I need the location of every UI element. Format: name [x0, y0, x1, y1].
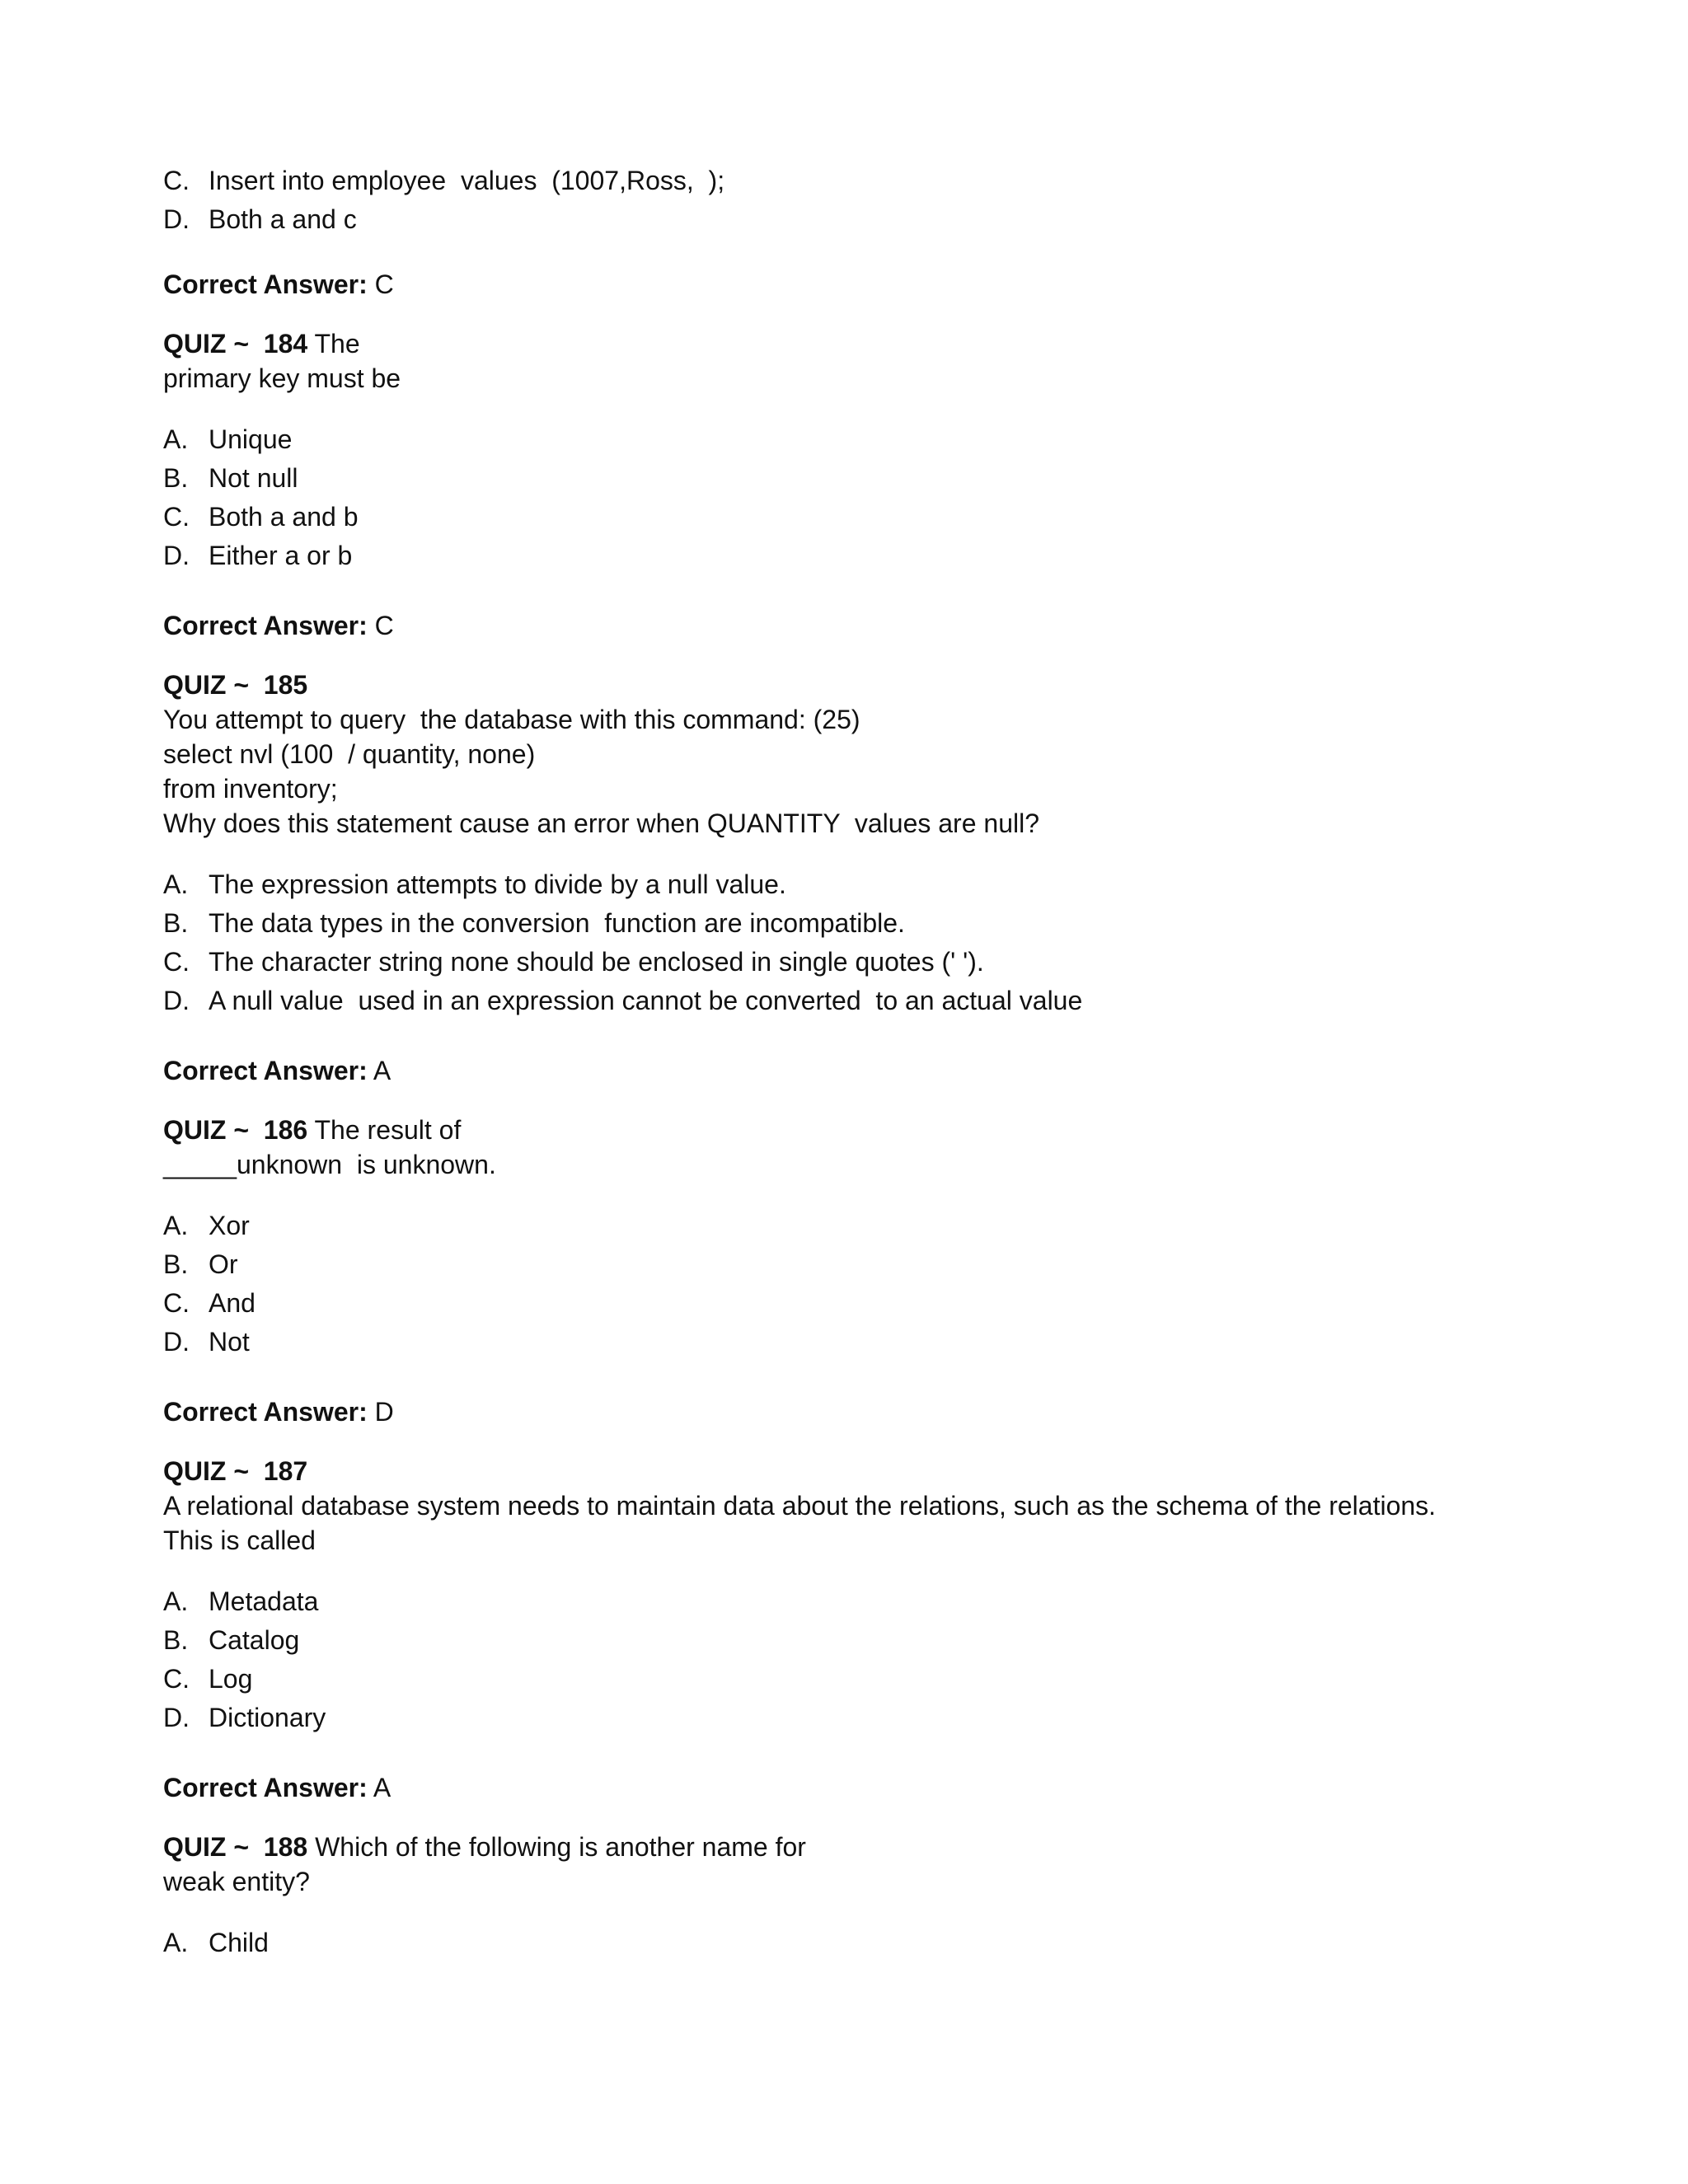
- quiz-question-line: This is called: [163, 1526, 316, 1555]
- quiz-question-line: from inventory;: [163, 774, 338, 804]
- quiz-question-line: select nvl (100 / quantity, none): [163, 739, 536, 769]
- option-item: [163, 1621, 1581, 1660]
- option-letter: B.: [163, 908, 189, 938]
- option-item: [163, 1660, 1581, 1699]
- option-list: [163, 420, 1581, 575]
- correct-answer-value: C: [374, 611, 394, 640]
- option-text: Dictionary: [209, 1703, 326, 1732]
- quiz-number: QUIZ ~ 188: [163, 1832, 308, 1862]
- option-letter: B.: [163, 463, 189, 493]
- option-item: [163, 459, 1581, 498]
- option-letter: C.: [163, 166, 190, 195]
- quiz-question-line: primary key must be: [163, 363, 401, 393]
- option-text: And: [209, 1288, 256, 1318]
- correct-answer-label: Correct Answer:: [163, 269, 368, 299]
- option-letter: A.: [163, 1928, 189, 1957]
- option-text: Catalog: [209, 1625, 300, 1655]
- correct-answer-label: Correct Answer:: [163, 1773, 368, 1802]
- correct-answer: [163, 1770, 1581, 1805]
- quiz-question-inline: The: [314, 329, 360, 359]
- correct-answer-label: Correct Answer:: [163, 1056, 368, 1085]
- correct-answer: [163, 1394, 1581, 1429]
- quiz-question-inline: The result of: [314, 1115, 462, 1145]
- quiz-question-line: You attempt to query the database with this command: (25): [163, 705, 860, 734]
- option-item: [163, 498, 1581, 537]
- option-item: [163, 904, 1581, 943]
- quiz-question-line: weak entity?: [163, 1867, 310, 1896]
- option-item: [163, 1582, 1581, 1621]
- quiz-heading: [163, 1454, 1581, 1488]
- quiz-question-inline: Which of the following is another name for: [315, 1832, 806, 1862]
- correct-answer-value: D: [374, 1397, 394, 1427]
- option-text: A null value used in an expression cannot be converted to an actual value: [209, 986, 1083, 1015]
- option-item: [163, 1323, 1581, 1361]
- option-text: The data types in the conversion function are incompatible.: [209, 908, 905, 938]
- option-text: Insert into employee values (1007,Ross, );: [209, 166, 725, 195]
- option-letter: D.: [163, 204, 190, 234]
- correct-answer: [163, 267, 1581, 302]
- option-item: [163, 420, 1581, 459]
- correct-answer-label: Correct Answer:: [163, 611, 368, 640]
- option-text: Unique: [209, 424, 293, 454]
- quiz-question-line: _____unknown is unknown.: [163, 1150, 496, 1179]
- option-text: Child: [209, 1928, 269, 1957]
- option-item: [163, 1245, 1581, 1284]
- option-list: [163, 162, 1581, 239]
- option-text: The expression attempts to divide by a null value.: [209, 869, 786, 899]
- option-text: Both a and c: [209, 204, 357, 234]
- option-letter: D.: [163, 541, 190, 570]
- option-item: [163, 537, 1581, 575]
- option-letter: A.: [163, 1586, 189, 1616]
- quiz-heading: [163, 1113, 1581, 1147]
- option-list: [163, 865, 1581, 1020]
- option-item: [163, 162, 1581, 200]
- option-item: [163, 982, 1581, 1020]
- quiz-question-line: A relational database system needs to maintain data about the relations, such as the schema of the relations.: [163, 1491, 1437, 1521]
- option-item: [163, 1284, 1581, 1323]
- option-text: Log: [209, 1664, 253, 1694]
- option-item: [163, 865, 1581, 904]
- option-item: [163, 200, 1581, 239]
- option-letter: C.: [163, 947, 190, 977]
- quiz-heading: [163, 1830, 1581, 1864]
- option-item: [163, 1699, 1581, 1737]
- quiz-heading: [163, 668, 1581, 702]
- quiz-number: QUIZ ~ 186: [163, 1115, 308, 1145]
- correct-answer-value: A: [373, 1773, 392, 1802]
- option-letter: C.: [163, 1288, 190, 1318]
- option-text: Either a or b: [209, 541, 353, 570]
- option-list: [163, 1207, 1581, 1361]
- option-list: [163, 1924, 1581, 1962]
- option-item: [163, 1924, 1581, 1962]
- option-letter: D.: [163, 1703, 190, 1732]
- quiz-number: QUIZ ~ 187: [163, 1456, 308, 1486]
- option-list: [163, 1582, 1581, 1737]
- correct-answer: [163, 1053, 1581, 1088]
- option-letter: A.: [163, 869, 189, 899]
- option-text: Not null: [209, 463, 298, 493]
- option-text: The character string none should be enclosed in single quotes (' ').: [209, 947, 984, 977]
- correct-answer-value: A: [373, 1056, 392, 1085]
- option-letter: D.: [163, 1327, 190, 1357]
- correct-answer-label: Correct Answer:: [163, 1397, 368, 1427]
- option-letter: C.: [163, 1664, 190, 1694]
- option-item: [163, 943, 1581, 982]
- option-letter: C.: [163, 502, 190, 532]
- quiz-heading: [163, 326, 1581, 361]
- quiz-question-line: Why does this statement cause an error when QUANTITY values are null?: [163, 808, 1039, 838]
- option-text: Metadata: [209, 1586, 319, 1616]
- quiz-number: QUIZ ~ 184: [163, 329, 308, 359]
- option-letter: B.: [163, 1249, 189, 1279]
- option-text: Or: [209, 1249, 238, 1279]
- option-text: Both a and b: [209, 502, 359, 532]
- quiz-page: [163, 162, 1581, 1962]
- option-letter: D.: [163, 986, 190, 1015]
- option-item: [163, 1207, 1581, 1245]
- option-letter: B.: [163, 1625, 189, 1655]
- option-letter: A.: [163, 1211, 189, 1240]
- correct-answer: [163, 608, 1581, 643]
- quiz-number: QUIZ ~ 185: [163, 670, 308, 700]
- correct-answer-value: C: [374, 269, 394, 299]
- option-text: Not: [209, 1327, 250, 1357]
- option-letter: A.: [163, 424, 189, 454]
- option-text: Xor: [209, 1211, 250, 1240]
